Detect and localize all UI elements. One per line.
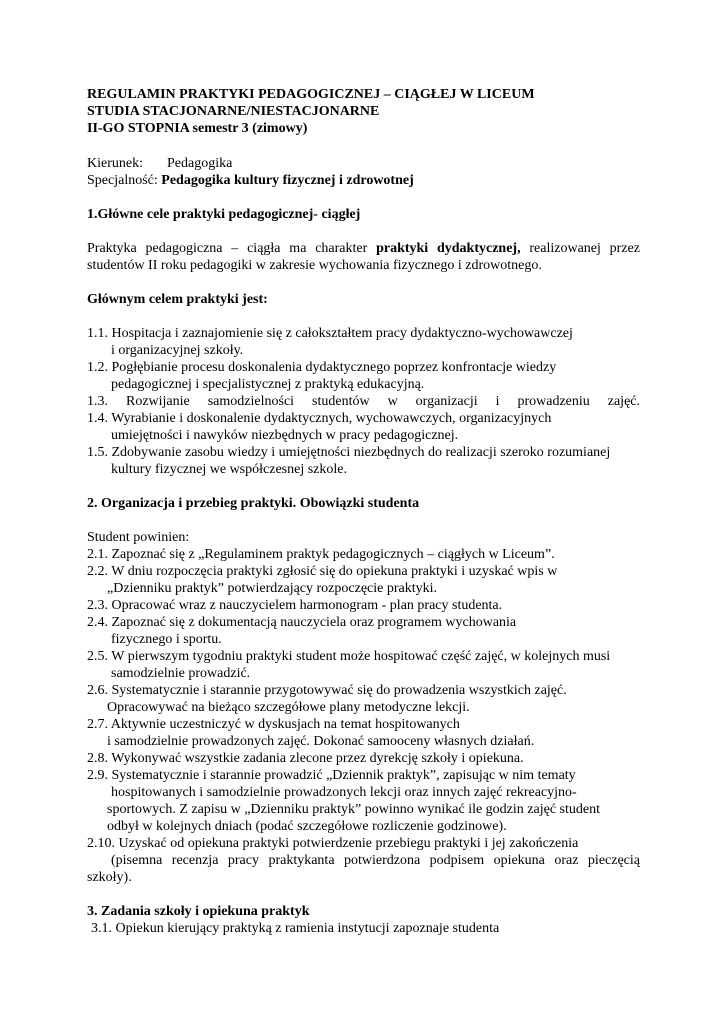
specjalnosc-value: Pedagogika kultury fizycznej i zdrowotnej (161, 173, 414, 188)
kierunek-label: Kierunek: (87, 156, 143, 171)
list-item: 2.3. Opracować wraz z nauczycielem harmonogram - plan pracy studenta. (87, 598, 503, 613)
section-1-heading: 1.Główne cele praktyki pedagogicznej- ciągłej (87, 207, 361, 222)
intro-bold-text: praktyki dydaktycznej, (376, 241, 521, 256)
list-item: 2.4. Zapoznać się z dokumentacją nauczyciela oraz programem wychowania (87, 615, 517, 630)
list-item: (pisemna recenzja pracy praktykanta potwierdzona podpisem opiekuna oraz pieczęcią (111, 853, 640, 868)
list-item: 1.2. Pogłębianie procesu doskonalenia dydaktycznego poprzez konfrontacje wiedzy (87, 360, 557, 375)
list-item: 3.1. Opiekun kierujący praktyką z ramienia instytucji zapoznaje studenta (91, 921, 500, 936)
list-item: fizycznego i sportu. (111, 632, 222, 647)
list-item: Opracowywać na bieżąco szczegółowe plany metodyczne lekcji. (107, 700, 470, 715)
section-2-intro: Student powinien: (87, 530, 190, 545)
list-item: 2.2. W dniu rozpoczęcia praktyki zgłosić się do opiekuna praktyki i uzyskać wpis w (87, 564, 558, 579)
doc-title-line-3: II-GO STOPNIA semestr 3 (zimowy) (87, 121, 308, 136)
section-1-intro-line-1 (87, 240, 640, 257)
list-item: „Dzienniku praktyk” potwierdzający rozpoczęcie praktyki. (107, 581, 438, 596)
list-item: 2.10. Uzyskać od opiekuna praktyki potwierdzenie przebiegu praktyki i jej zakończenia (87, 836, 579, 851)
section-1-intro-line-2: studentów II roku pedagogiki w zakresie wychowania fizycznego i zdrowotnego. (87, 258, 542, 273)
specjalnosc-row (87, 172, 640, 189)
list-item: 2.6. Systematycznie i starannie przygotowywać się do prowadzenia wszystkich zajęć. (87, 683, 567, 698)
list-item: i samodzielnie prowadzonych zajęć. Dokonać samooceny własnych działań. (107, 734, 535, 749)
list-item: 1.1. Hospitacja i zaznajomienie się z całokształtem pracy dydaktyczno-wychowawczej (87, 326, 573, 341)
list-item: pedagogicznej i specjalistycznej z praktyką edukacyjną. (111, 377, 425, 392)
section-3-heading: 3. Zadania szkoły i opiekuna praktyk (87, 904, 310, 919)
list-item: 1.5. Zdobywanie zasobu wiedzy i umiejętności niezbędnych do realizacji szeroko rozumianej (87, 445, 611, 460)
list-item: 2.1. Zapoznać się z „Regulaminem praktyk pedagogicznych – ciągłych w Liceum”. (87, 547, 555, 562)
list-item: samodzielnie prowadzić. (111, 666, 251, 681)
list-item: 2.9. Systematycznie i starannie prowadzić „Dziennik praktyk”, zapisując w nim tematy (87, 768, 576, 783)
doc-title-line-1: REGULAMIN PRAKTYKI PEDAGOGICZNEJ – CIĄGŁEJ W LICEUM (87, 87, 535, 102)
section-1-goal-heading: Głównym celem praktyki jest: (87, 292, 268, 307)
list-item: 1.4. Wyrabianie i doskonalenie dydaktycznych, wychowawczych, organizacyjnych (87, 411, 552, 426)
intro-text: Praktyka pedagogiczna – ciągła ma charakter (87, 241, 377, 256)
doc-title-line-2: STUDIA STACJONARNE/NIESTACJONARNE (87, 104, 380, 119)
list-item: sportowych. Z zapisu w „Dzienniku praktyk” powinno wynikać ile godzin zajęć student (107, 802, 600, 817)
list-item: odbył w kolejnych dniach (podać szczegółowe rozliczenie godzinowe). (107, 819, 507, 834)
kierunek-value: Pedagogika (167, 156, 233, 171)
list-item: umiejętności i nawyków niezbędnych w pracy pedagogicznej. (111, 428, 459, 443)
list-item: szkoły). (87, 870, 132, 885)
specjalnosc-label: Specjalność: (87, 173, 158, 188)
list-item: 2.7. Aktywnie uczestniczyć w dyskusjach na temat hospitowanych (87, 717, 460, 732)
list-item: 1.3. Rozwijanie samodzielności studentów w organizacji i prowadzeniu zajęć. (87, 394, 640, 409)
list-item: kultury fizycznej we współczesnej szkole. (111, 462, 347, 477)
section-2-heading: 2. Organizacja i przebieg praktyki. Obowiązki studenta (87, 496, 420, 511)
list-item: 2.5. W pierwszym tygodniu praktyki student może hospitować część zajęć, w kolejnych musi (87, 649, 611, 664)
list-item: i organizacyjnej szkoły. (111, 343, 244, 358)
list-item: hospitowanych i samodzielnie prowadzonych lekcji oraz innych zajęć rekreacyjno- (111, 785, 577, 800)
intro-text-tail: realizowanej przez (520, 241, 640, 256)
kierunek-row (87, 155, 640, 172)
list-item: 2.8. Wykonywać wszystkie zadania zlecone przez dyrekcję szkoły i opiekuna. (87, 751, 524, 766)
